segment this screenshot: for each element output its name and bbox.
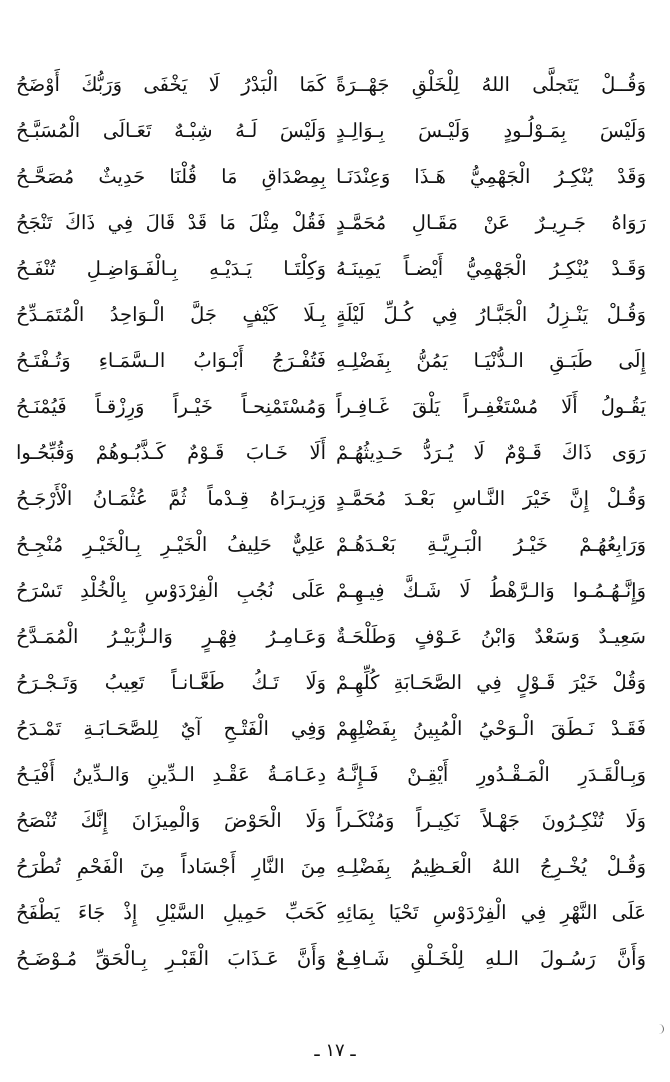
verse-first-hemistich: فَقَـدْ نَـطَقَ الْـوَحْيُ الْمُبِينُ بِفَضْلِهِمْ [336, 717, 646, 740]
verse-line [16, 62, 646, 108]
verse-second-hemistich: وَكِلْتَـا يَـدَيْـهِ بِـالْفَـوَاضِـلِ تُنْفَـحُ [16, 257, 326, 280]
verse-line [16, 844, 646, 890]
verse-first-hemistich: وَلَا تُنْكِـرُونَ جَهْـلاً نَكِيـراً وَمُنْكَـراً [336, 809, 646, 832]
verse-first-hemistich: وَقُــلْ يَتَجلَّى اللهُ لِلْخَلْقِ جَهْــرَةً [336, 73, 646, 96]
verse-second-hemistich: مِنَ النَّارِ أَجْسَاداً مِنَ الْفَحْمِ تُطْرَحُ [16, 855, 326, 878]
verse-second-hemistich: بِمِصْدَاقِ مَا قُلْنَا حَدِيثٌ مُصَحَّـحُ [16, 165, 326, 188]
verse-first-hemistich: وَقُـلْ يَنْـزِلُ الْجَبَّـارُ فِي كُـلِّ لَيْلَةٍ [336, 303, 646, 326]
verse-line [16, 200, 646, 246]
verse-first-hemistich: وَأَنَّ رَسُـولَ الـلهِ لِلْخَـلْقِ شَـافِـعٌ [336, 947, 646, 970]
verse-first-hemistich: وَلَيْسَ بِمَـوْلُـودٍ وَلَيْـسَ بِـوَالِـدٍ [336, 119, 646, 142]
verse-second-hemistich: بِـلَا كَيْفٍ جَلَّ الْـوَاحِدُ الْمُتَمَـدِّحُ [16, 303, 326, 326]
verse-line [16, 384, 646, 430]
verse-line [16, 936, 646, 982]
verse-line [16, 154, 646, 200]
verse-first-hemistich: رَوَى ذَاكَ قَـوْمٌ لَا يُـرَدُّ حَـدِيثُهُـمْ [336, 441, 646, 464]
verse-first-hemistich: وَقُـلْ إِنَّ خَيْرَ النَّـاسِ بَعْـدَ مُحَمَّـدٍ [336, 487, 646, 510]
verse-first-hemistich: وَرَابِعُهُـمْ خَيْـرُ الْبَـرِيَّـةِ بَعْـدَهُـمْ [336, 533, 646, 556]
verse-second-hemistich: عَلِيٌّ حَلِيفُ الْخَيْـرِ بِـالْخَيْـرِ مُنْجِـحُ [16, 533, 326, 556]
verse-line [16, 338, 646, 384]
verse-second-hemistich: وَلَا تَـكُ طَعَّـانـاً تَعِيبُ وَتَـجْـرَحُ [16, 671, 326, 694]
verse-first-hemistich: يَقُـولُ أَلَا مُسْتَغْفِـراً يَلْقَ غَـافِـراً [336, 395, 646, 418]
verse-first-hemistich: وَبِـالْقَـدَرِ الْمَـقْـدُورِ أَيْقِـنْ فَـإِنَّـهُ [336, 763, 646, 786]
verse-line [16, 660, 646, 706]
verse-line [16, 890, 646, 936]
verse-second-hemistich: وَأَنَّ عَـذَابَ الْقَبْـرِ بِـالْحَقِّ مُـوْضَـحُ [16, 947, 326, 970]
verse-second-hemistich: وَزِيـرَاهُ قِـدْماً ثُمَّ عُثْمَـانُ الْأَرْجَـحُ [16, 487, 326, 510]
verse-line [16, 430, 646, 476]
verse-line [16, 614, 646, 660]
verse-first-hemistich: وَقُلْ خَيْرَ قَـوْلٍ فِي الصَّحَـابَةِ كُلِّهِـمْ [336, 671, 646, 694]
verse-line [16, 522, 646, 568]
verse-line [16, 246, 646, 292]
verse-second-hemistich: وَمُسْتَمْنِحـاً خَيْـراً وَرِزْقـاً فَيُمْنَـحُ [16, 395, 326, 418]
verse-second-hemistich: وَعَـامِـرُ فِهْـرٍ وَالـزُّبَيْـرُ الْمُمَـدَّحُ [16, 625, 326, 648]
page-edge-mark [657, 1024, 664, 1034]
verse-second-hemistich: كَمَا الْبَدْرُ لَا يَخْفَى وَرَبُّكَ أَوْضَحُ [16, 73, 326, 96]
verse-first-hemistich: إِلَى طَبَـقِ الـدُّنْيَـا يَمُنُّ بِفَضْلِـهِ [336, 349, 646, 372]
verse-second-hemistich: وَفِي الْفَتْـحِ آيٌ لِلصَّحَـابَـةِ تَمْـدَحُ [16, 717, 326, 740]
verse-line [16, 108, 646, 154]
verse-second-hemistich: فَقُلْ مِثْلَ مَا قَدْ قَالَ فِي ذَاكَ تَنْجَحُ [16, 211, 326, 234]
verse-line [16, 706, 646, 752]
poem-body [16, 62, 646, 982]
verse-second-hemistich: عَلَى نُجُبِ الْفِرْدَوْسِ بِالْخُلْدِ تَسْرَحُ [16, 579, 326, 602]
verse-first-hemistich: سَعِيـدٌ وَسَعْدٌ وَابْنُ عَـوْفٍ وَطَلْحَـةٌ [336, 625, 646, 648]
verse-first-hemistich: رَوَاهُ جَـرِيـرٌ عَنْ مَقَـالِ مُحَمَّـدٍ [336, 211, 646, 234]
verse-line [16, 752, 646, 798]
verse-first-hemistich: وَقَـدْ يُنْكِـرُ الْجَهْمِيُّ أَيْضـاً يَمِينَـهُ [336, 257, 646, 280]
verse-first-hemistich: وَقَدْ يُنْكِـرُ الْجَهْمِيُّ هَـذَا وَعِنْدَنَـا [336, 165, 646, 188]
verse-first-hemistich: عَلَى النَّهْرِ فِي الْفِرْدَوْسِ تَحْيَا بِمَائِهِ [336, 901, 646, 924]
verse-line [16, 798, 646, 844]
verse-second-hemistich: وَلَا الْحَوْضَ وَالْمِيزَانَ إِنَّكَ تُنْصَحُ [16, 809, 326, 832]
verse-line [16, 568, 646, 614]
verse-second-hemistich: وَلَيْسَ لَـهُ شِبْـهٌ تَعَـالَى الْمُسَبَّـحُ [16, 119, 326, 142]
verse-second-hemistich: أَلَا خَـابَ قَـوْمٌ كَـذَّبُـوهُمْ وَقُبِّحُـوا [16, 441, 326, 464]
verse-first-hemistich: وَقُـلْ يُخْـرِجُ اللهُ الْعَـظِيمُ بِفَضْلِـهِ [336, 855, 646, 878]
verse-second-hemistich: كَحَبِّ حَمِيلِ السَّيْلِ إِذْ جَاءَ يَطْفَحُ [16, 901, 326, 924]
verse-second-hemistich: دِعَـامَـةُ عَقْـدِ الـدِّينِ وَالـدِّينُ أَفْيَـحُ [16, 763, 326, 786]
verse-line [16, 292, 646, 338]
verse-first-hemistich: وَإِنَّـهُـمُـوا وَالـرَّهْطُ لَا شَـكَّ فِيـهِـمْ [336, 579, 646, 602]
verse-second-hemistich: فَتُفْـرَجُ أَبْـوَابُ الـسَّمَـاءِ وَتُـفْتَـحُ [16, 349, 326, 372]
page-number: ـ ١٧ ـ [314, 1040, 356, 1061]
verse-line [16, 476, 646, 522]
